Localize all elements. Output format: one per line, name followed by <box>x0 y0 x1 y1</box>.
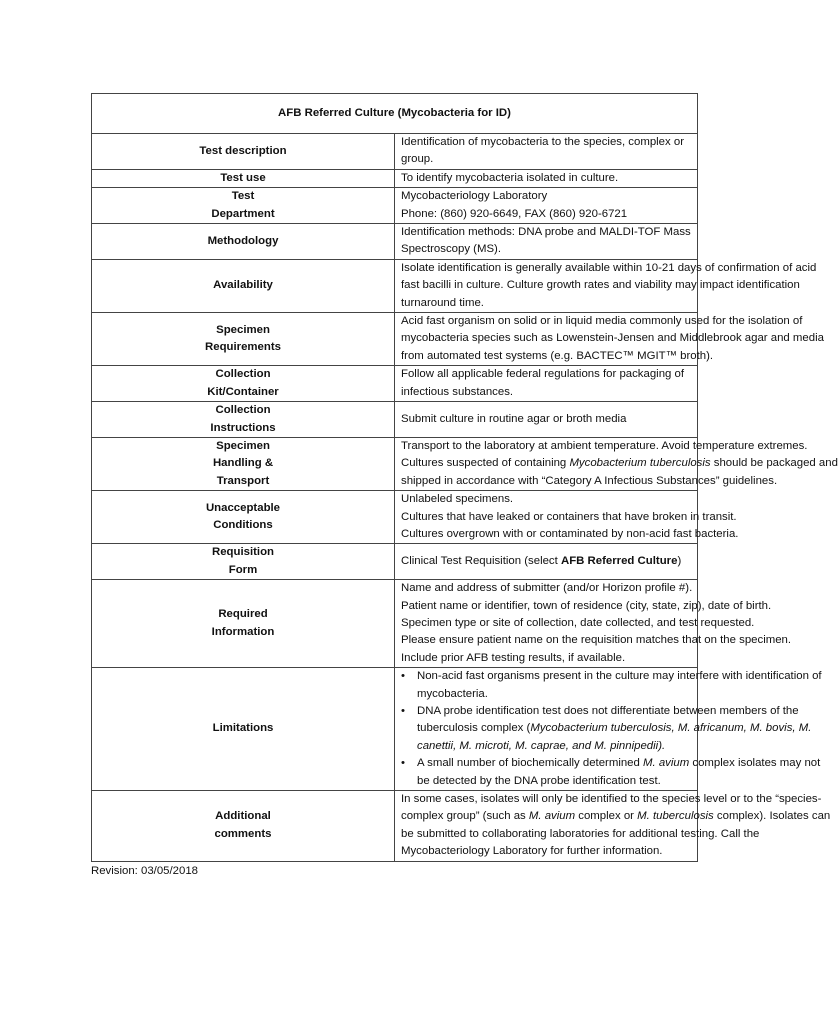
text-line: be submitted to collaborating laboratories for additional testing. Call the <box>401 827 760 840</box>
text-line: mycobacteria. <box>417 687 488 700</box>
label-line: Information <box>211 625 275 638</box>
row-specimen-requirements <box>92 313 698 366</box>
value-unacceptable-conditions <box>395 491 739 544</box>
italic-species: Mycobacterium tuberculosis, M. africanum, M. bovis, M. <box>530 722 812 735</box>
department-phone: Phone: (860) 920-6649, FAX (860) 920-6721 <box>401 207 628 220</box>
text-line: Cultures overgrown with or contaminated by non-acid fast bacteria. <box>401 527 739 540</box>
row-collection-instructions <box>92 402 698 438</box>
text-line: mycobacteria species such as Lowenstein-Jensen and Middlebrook agar and media <box>401 332 824 345</box>
row-test-description <box>92 134 698 170</box>
text-segment: A small number of biochemically determined <box>417 757 644 770</box>
text-line: be detected by the DNA probe identification test. <box>417 774 661 787</box>
revision-date: Revision: 03/05/2018 <box>91 864 199 877</box>
value-test-description: Identification of mycobacteria to the species, complex or group. <box>395 134 698 170</box>
row-handling-transport <box>92 437 698 490</box>
text-line: shipped in accordance with “Category A Infectious Substances” guidelines. <box>401 474 778 487</box>
reference-table <box>91 93 838 862</box>
list-item <box>401 703 812 755</box>
label-line: Conditions <box>213 519 273 532</box>
value-collection-instructions: Submit culture in routine agar or broth media <box>395 402 698 438</box>
label-availability: Availability <box>92 259 395 312</box>
text-line: Cultures that have leaked or containers that have broken in transit. <box>401 510 737 523</box>
value-specimen-requirements <box>395 313 824 366</box>
text-line: DNA probe identification test does not differentiate between members of the <box>417 705 799 717</box>
text-line: from automated test systems (e.g. BACTEC™ MGIT™ broth). <box>401 349 714 362</box>
label-line: Requirements <box>205 341 281 354</box>
row-availability <box>92 259 698 312</box>
label-requisition-form <box>92 544 395 580</box>
value-methodology: Identification methods: DNA probe and MALDI-TOF Mass Spectroscopy (MS). <box>395 224 698 260</box>
label-line: Instructions <box>210 421 276 434</box>
text-line: Isolate identification is generally available within 10-21 days of confirmation of acid <box>401 261 817 274</box>
text-line: Non-acid fast organisms present in the culture may interfere with identification of <box>417 670 822 683</box>
text-segment: tuberculosis complex ( <box>417 722 531 735</box>
requisition-test-name: AFB Referred Culture <box>560 555 678 568</box>
label-line: Kit/Container <box>207 385 279 398</box>
text-line <box>417 755 821 772</box>
text-segment: ) <box>677 555 682 568</box>
text-line <box>401 455 838 472</box>
label-unacceptable-conditions <box>92 491 395 544</box>
value-test-department <box>395 188 698 224</box>
label-additional-comments <box>92 791 395 862</box>
value-collection-kit: Follow all applicable federal regulations for packaging of infectious substances. <box>395 366 698 402</box>
text-line: In some cases, isolates will only be identified to the species level or to the “species- <box>401 793 822 806</box>
bullet-icon: • <box>401 670 405 683</box>
text-line: turnaround time. <box>401 296 484 309</box>
text-line: fast bacilli in culture. Culture growth rates and viability may impact identification <box>401 279 800 292</box>
text-segment: complex or <box>575 810 638 823</box>
italic-species: M. avium <box>643 757 690 770</box>
label-line: Test <box>231 190 255 203</box>
row-unacceptable-conditions <box>92 491 698 544</box>
text-line: Transport to the laboratory at ambient temperature. Avoid temperature extremes. <box>401 439 808 452</box>
text-segment: should be packaged and <box>710 457 838 470</box>
text-segment: complex). Isolates can <box>713 810 831 823</box>
text-line: Specimen type or site of collection, date collected, and test requested. <box>401 616 755 629</box>
row-test-department <box>92 188 698 224</box>
text-line: Please ensure patient name on the requisition matches that on the specimen. <box>401 634 792 647</box>
label-handling-transport <box>92 437 395 490</box>
label-required-information <box>92 580 395 668</box>
row-limitations <box>92 668 698 791</box>
text-segment: complex isolates may not <box>689 757 821 770</box>
label-limitations: Limitations <box>92 668 395 791</box>
italic-species: canettii, M. microti, M. caprae, and M. pinnipedii). <box>417 739 666 752</box>
label-line: Additional <box>215 810 271 823</box>
label-line: Unacceptable <box>205 501 281 514</box>
row-collection-kit <box>92 366 698 402</box>
text-segment: Clinical Test Requisition (select <box>401 555 561 568</box>
label-line: Requisition <box>211 546 274 559</box>
row-required-information <box>92 580 698 668</box>
text-line: Mycobacteriology Laboratory for further information. <box>401 845 663 858</box>
label-line: Form <box>228 563 258 576</box>
text-segment: Cultures suspected of containing <box>401 457 570 470</box>
value-additional-comments <box>395 791 831 862</box>
label-line: Specimen <box>216 439 270 452</box>
italic-species: Mycobacterium tuberculosis <box>569 457 711 470</box>
row-additional-comments <box>92 791 698 862</box>
label-line: Collection <box>215 404 271 417</box>
label-methodology: Methodology <box>92 224 395 260</box>
text-line: Include prior AFB testing results, if available. <box>401 651 626 664</box>
italic-species: M. tuberculosis <box>637 810 714 823</box>
text-line: Acid fast organism on solid or in liquid media commonly used for the isolation of <box>401 315 803 328</box>
row-test-use <box>92 169 698 187</box>
label-line: Department <box>211 207 275 220</box>
label-line: Specimen <box>216 323 270 336</box>
list-item <box>401 755 821 790</box>
label-line: Required <box>218 608 268 621</box>
text-line <box>401 808 831 825</box>
italic-species: M. avium <box>528 810 576 823</box>
value-availability <box>395 259 817 312</box>
limitations-list <box>401 668 822 790</box>
row-methodology <box>92 224 698 260</box>
label-line: Collection <box>215 368 271 381</box>
text-line: Unlabeled specimens. <box>401 493 514 506</box>
value-test-use: To identify mycobacteria isolated in culture. <box>395 169 698 187</box>
value-requisition-form <box>395 544 698 580</box>
department-name: Mycobacteriology Laboratory <box>401 190 548 203</box>
label-line: Transport <box>216 474 270 487</box>
label-line: comments <box>214 827 272 840</box>
label-specimen-requirements <box>92 313 395 366</box>
list-item <box>401 668 822 703</box>
value-required-information <box>395 580 792 668</box>
document <box>91 93 838 880</box>
label-collection-kit <box>92 366 395 402</box>
label-test-department <box>92 188 395 224</box>
label-test-use: Test use <box>92 169 395 187</box>
text-line: Name and address of submitter (and/or Horizon profile #). <box>401 582 693 595</box>
title-row <box>92 94 698 134</box>
text-line <box>417 720 812 737</box>
label-test-description: Test description <box>92 134 395 170</box>
value-limitations <box>395 668 822 791</box>
bullet-icon: • <box>401 757 405 770</box>
label-collection-instructions <box>92 402 395 438</box>
text-line: Patient name or identifier, town of residence (city, state, zip), date of birth. <box>401 599 772 612</box>
row-requisition-form <box>92 544 698 580</box>
page-title: AFB Referred Culture (Mycobacteria for ID) <box>92 94 698 134</box>
value-handling-transport <box>395 437 838 490</box>
bullet-icon: • <box>401 705 405 717</box>
label-line: Handling & <box>212 457 274 470</box>
text-segment: complex group” (such as <box>401 810 529 823</box>
